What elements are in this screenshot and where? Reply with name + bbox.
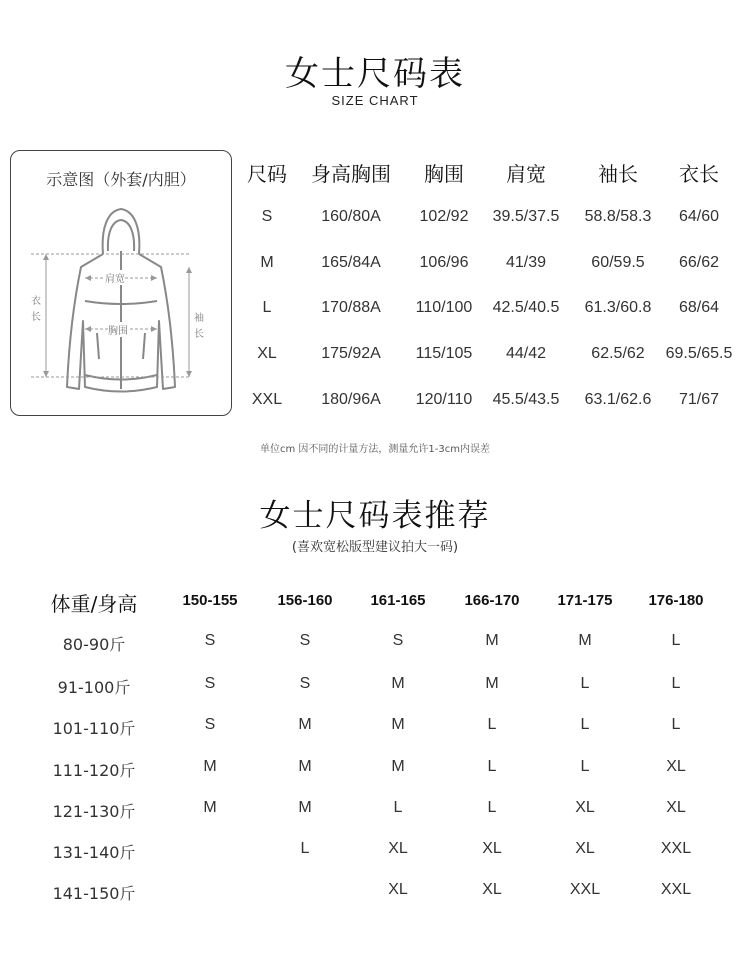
recommend-size-cell: M	[485, 675, 499, 692]
size-table-cell: 71/67	[678, 391, 720, 408]
weight-row-label: 80-90斤	[62, 635, 126, 654]
weight-row-label: 141-150斤	[52, 884, 136, 903]
recommend-size-cell: S	[299, 632, 311, 649]
size-table-cell: 102/92	[419, 208, 469, 225]
size-header-cell: 尺码	[247, 162, 287, 186]
recommend-size-cell: XL	[482, 881, 502, 898]
recommend-size-cell: L	[671, 632, 681, 649]
label-length: 衣长	[31, 296, 41, 323]
size-table-cell: 120/110	[415, 391, 473, 408]
recommend-size-cell: L	[300, 840, 310, 857]
label-chest: 胸围	[108, 322, 128, 337]
label-sleeve: 袖长	[194, 313, 204, 340]
recommend-size-cell: XL	[666, 758, 686, 775]
recommend-size-cell: M	[485, 632, 499, 649]
recommend-size-cell: L	[671, 716, 681, 733]
recommend-size-cell: XXL	[660, 840, 692, 857]
size-table-cell: 66/62	[678, 254, 720, 271]
size-table-cell: 44/42	[505, 345, 547, 362]
recommend-size-cell: L	[580, 758, 590, 775]
size-table-cell: 64/60	[678, 208, 720, 225]
size-table-cell: 170/88A	[321, 299, 381, 316]
recommend-size-cell: S	[204, 632, 216, 649]
size-table-cell: 45.5/43.5	[492, 391, 560, 408]
recommend-size-cell: L	[671, 675, 681, 692]
measurement-note: 单位cm 因不同的计量方法，测量允许1-3cm内误差	[260, 444, 490, 455]
size-table-cell: 41/39	[505, 254, 547, 271]
size-table-cell: S	[261, 208, 273, 225]
recommend-size-cell: L	[487, 758, 497, 775]
size-header-cell: 身高胸围	[311, 162, 391, 186]
recommend-header-cell: 171-175	[557, 592, 613, 609]
recommend-size-cell: S	[204, 716, 216, 733]
recommend-size-cell: L	[487, 716, 497, 733]
weight-row-label: 91-100斤	[57, 678, 131, 697]
size-table-cell: 60/59.5	[591, 254, 645, 271]
size-table-cell: XL	[257, 345, 277, 362]
recommend-size-cell: M	[391, 716, 405, 733]
page-title: 女士尺码表	[285, 54, 465, 94]
recommend-size-cell: S	[392, 632, 404, 649]
recommend-size-cell: XXL	[660, 881, 692, 898]
size-header-cell: 肩宽	[506, 162, 546, 186]
recommend-size-cell: L	[580, 716, 590, 733]
recommend-header-cell: 体重/身高	[50, 592, 138, 616]
recommend-size-cell: S	[204, 675, 216, 692]
recommend-size-cell: XXL	[569, 881, 601, 898]
recommend-size-cell: XL	[482, 840, 502, 857]
weight-row-label: 121-130斤	[52, 802, 136, 821]
size-table-cell: 160/80A	[321, 208, 381, 225]
size-header-cell: 胸围	[424, 162, 464, 186]
size-table-cell: 175/92A	[321, 345, 381, 362]
size-table-cell: 180/96A	[321, 391, 381, 408]
label-shoulder: 肩宽	[105, 270, 125, 285]
recommend-size-cell: M	[578, 632, 592, 649]
recommend-size-cell: L	[580, 675, 590, 692]
recommend-title: 女士尺码表推荐	[259, 498, 491, 534]
size-table-cell: 58.8/58.3	[584, 208, 652, 225]
size-table-cell: 61.3/60.8	[584, 299, 652, 316]
size-table-cell: L	[262, 299, 272, 316]
recommend-header-cell: 166-170	[464, 592, 520, 609]
size-table-cell: 63.1/62.6	[584, 391, 652, 408]
page-subtitle: SIZE CHART	[331, 93, 419, 108]
size-table-cell: 39.5/37.5	[492, 208, 560, 225]
size-table-cell: 62.5/62	[591, 345, 645, 362]
recommend-header-cell: 161-165	[370, 592, 426, 609]
size-table-cell: 165/84A	[321, 254, 381, 271]
size-header-cell: 袖长	[598, 162, 638, 186]
recommend-size-cell: S	[299, 675, 311, 692]
size-table-cell: 110/100	[415, 299, 473, 316]
size-header-cell: 衣长	[679, 162, 719, 186]
recommend-size-cell: M	[203, 758, 217, 775]
weight-row-label: 101-110斤	[52, 719, 136, 738]
recommend-size-cell: XL	[666, 799, 686, 816]
size-table-cell: 69.5/65.5	[665, 345, 733, 362]
recommend-size-cell: L	[487, 799, 497, 816]
recommend-header-cell: 176-180	[648, 592, 704, 609]
recommend-size-cell: M	[298, 799, 312, 816]
size-table-cell: 115/105	[415, 345, 473, 362]
recommend-size-cell: XL	[388, 840, 408, 857]
size-table-cell: XXL	[251, 391, 283, 408]
size-table-cell: M	[260, 254, 274, 271]
recommend-size-cell: M	[391, 675, 405, 692]
recommend-size-cell: XL	[575, 799, 595, 816]
jacket-diagram	[10, 150, 232, 416]
recommend-size-cell: M	[391, 758, 405, 775]
recommend-size-cell: XL	[575, 840, 595, 857]
weight-row-label: 131-140斤	[52, 843, 136, 862]
diagram-caption: 示意图（外套/内胆）	[46, 170, 196, 189]
recommend-header-cell: 156-160	[277, 592, 333, 609]
recommend-size-cell: L	[393, 799, 403, 816]
recommend-header-cell: 150-155	[182, 592, 238, 609]
weight-row-label: 111-120斤	[52, 761, 136, 780]
recommend-size-cell: XL	[388, 881, 408, 898]
recommend-size-cell: M	[203, 799, 217, 816]
size-table-cell: 106/96	[419, 254, 469, 271]
recommend-size-cell: M	[298, 716, 312, 733]
recommend-subtitle: (喜欢宽松版型建议拍大一码)	[291, 540, 459, 555]
recommend-size-cell: M	[298, 758, 312, 775]
size-table-cell: 68/64	[678, 299, 720, 316]
size-table-cell: 42.5/40.5	[492, 299, 560, 316]
